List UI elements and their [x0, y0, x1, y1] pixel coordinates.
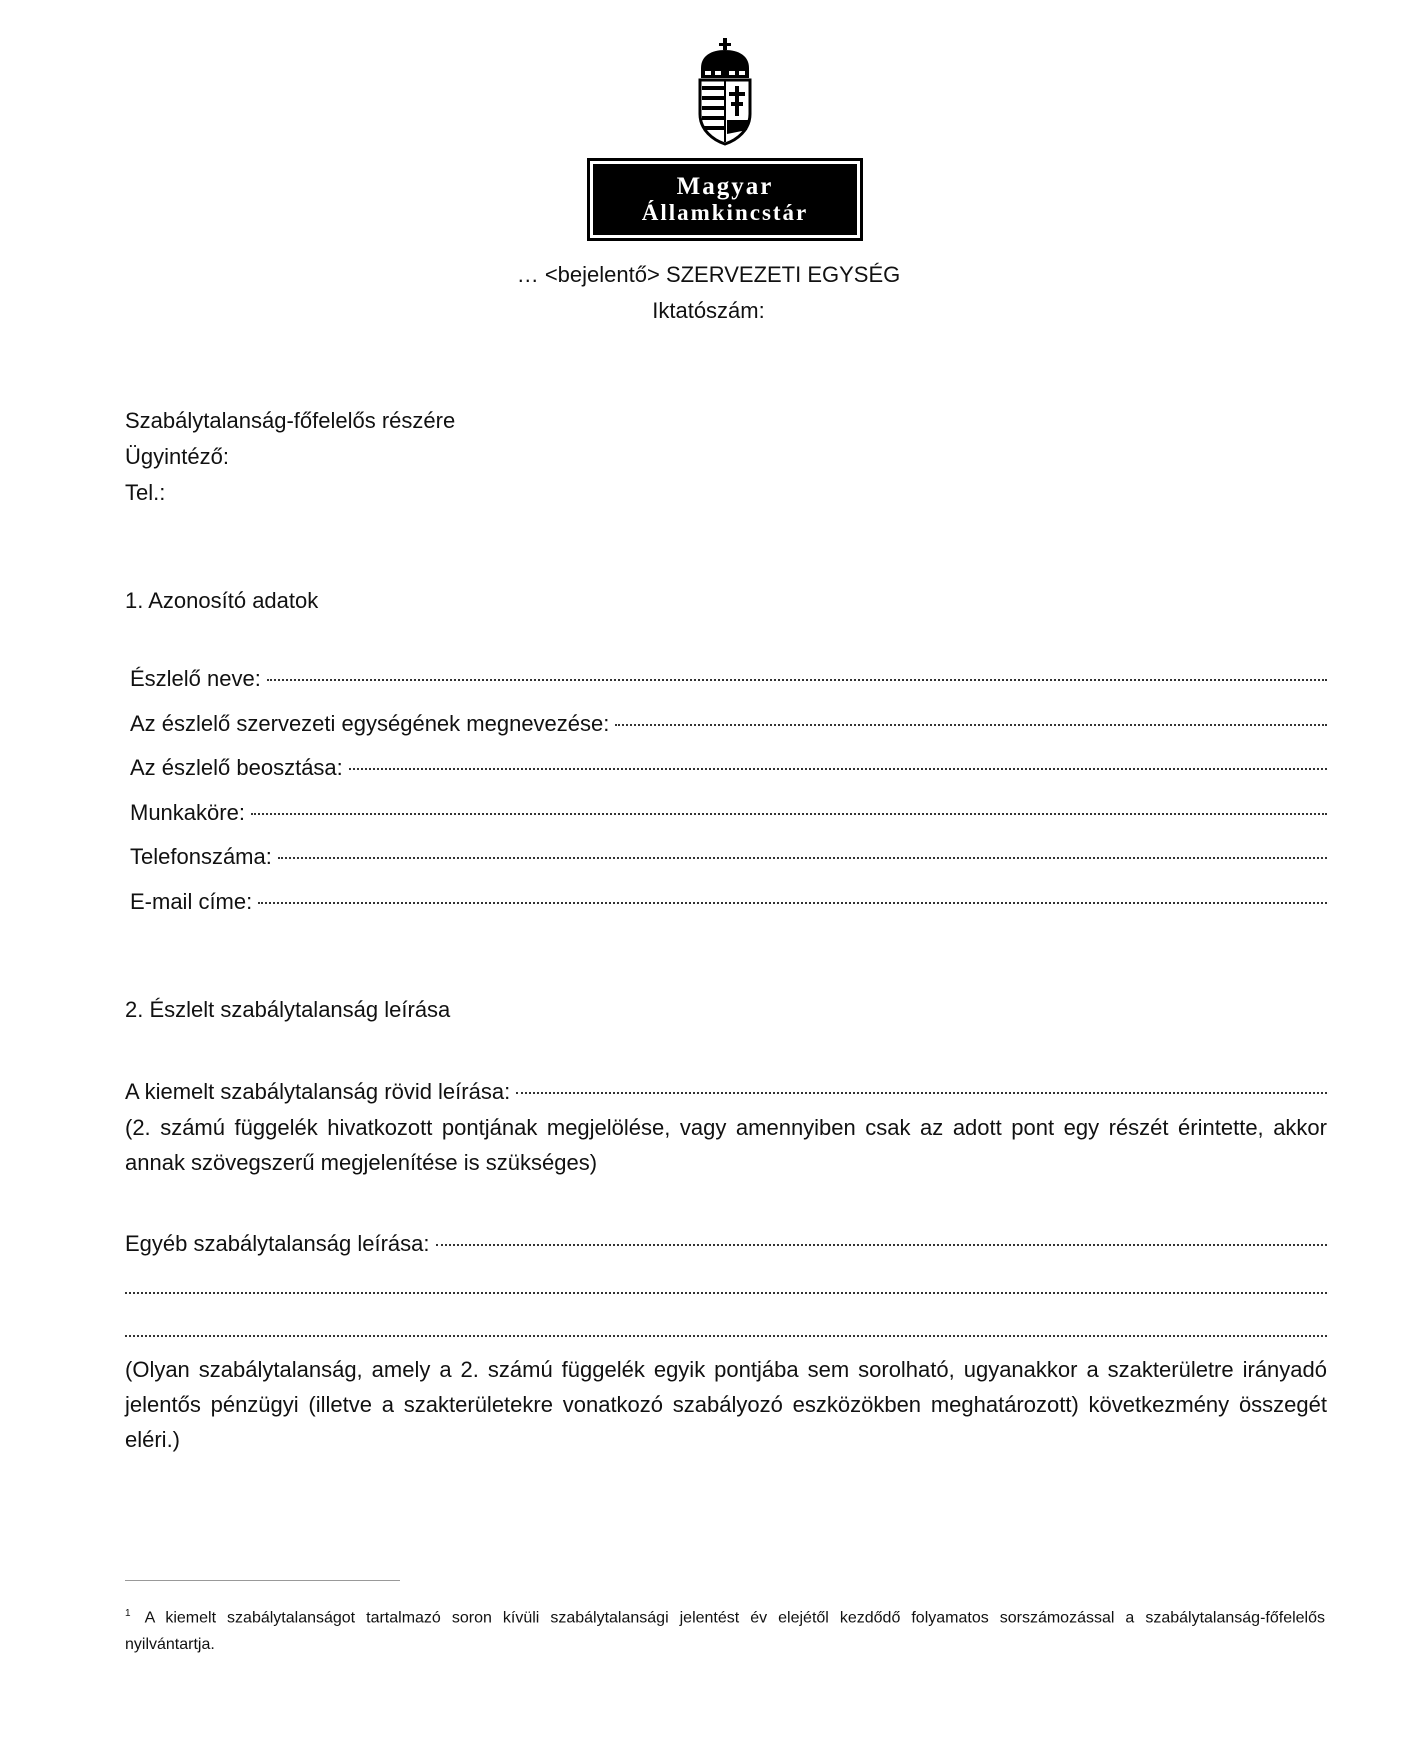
telephone-field[interactable]: [130, 841, 1327, 873]
section-2-title: 2. Észlelt szabálytalanság leírása: [125, 997, 451, 1022]
other-irregularity-field[interactable]: [125, 1228, 1327, 1260]
footnote-marker: 1: [125, 1608, 131, 1619]
highlighted-irregularity-note: (2. számú függelék hivatkozott pontjának megjelölése, vagy amennyiben csak az adott pont egy részét érintette, akkor annak szövegszerű megjelenítése is szükséges): [125, 1115, 1327, 1175]
job-field[interactable]: [130, 797, 1327, 829]
field-label: Az észlelő szervezeti egységének megnevezése:: [130, 711, 610, 736]
recipient-line: Szabálytalanság-főfelelős részére: [125, 408, 456, 433]
field-label: E-mail címe:: [130, 889, 253, 914]
footnote: [125, 1600, 1325, 1658]
footnote-text: A kiemelt szabálytalanságot tartalmazó soron kívüli szabálytalansági jelentést év elejétől kezdődő folyamatos sorszámozással a szabálytalanság-főfelelős nyilvántartja.: [125, 1609, 1325, 1654]
other-irregularity-note: (Olyan szabálytalanság, amely a 2. számú függelék egyik pontjába sem sorolható, ugyanakkor a szakterületre irányadó jelentős pénzügyi (illetve a szakterületekre vonatkozó szabályozó eszközökben meghatározott) következmény összegét eléri.): [125, 1357, 1327, 1452]
coat-of-arms-icon: [693, 34, 757, 146]
field-label: Telefonszáma:: [130, 844, 272, 869]
fill-in-line[interactable]: [125, 1292, 1327, 1294]
organizational-unit-heading: … <bejelentő> SZERVEZETI EGYSÉG: [516, 262, 901, 287]
fill-in-line[interactable]: [267, 679, 1327, 681]
footnote-separator: [125, 1580, 400, 1581]
observer-position-field[interactable]: [130, 752, 1327, 784]
field-label: Egyéb szabálytalanság leírása:: [125, 1231, 430, 1256]
phone-label: Tel.:: [125, 480, 166, 505]
fill-in-line[interactable]: [258, 902, 1327, 904]
field-label: Észlelő neve:: [130, 666, 261, 691]
fill-in-line[interactable]: [251, 813, 1327, 815]
treasury-logo: [587, 158, 863, 241]
handler-label: Ügyintéző:: [125, 444, 229, 469]
email-field[interactable]: [130, 886, 1327, 918]
field-label: Munkaköre:: [130, 800, 245, 825]
observer-name-field[interactable]: [130, 663, 1327, 695]
fill-in-line[interactable]: [278, 857, 1327, 859]
fill-in-line[interactable]: [615, 724, 1327, 726]
highlighted-irregularity-field[interactable]: [125, 1076, 1327, 1108]
observer-unit-field[interactable]: [130, 708, 1327, 740]
fill-in-line[interactable]: [436, 1244, 1327, 1246]
field-label: A kiemelt szabálytalanság rövid leírása:: [125, 1079, 511, 1104]
logo-line-2: Államkincstár: [641, 199, 809, 225]
section-1-title: 1. Azonosító adatok: [125, 588, 319, 613]
field-label: Az észlelő beosztása:: [130, 755, 343, 780]
logo-line-1: Magyar: [676, 173, 774, 201]
fill-in-line[interactable]: [516, 1092, 1327, 1094]
fill-in-line[interactable]: [125, 1335, 1327, 1337]
reference-number-label: Iktatószám:: [652, 298, 765, 323]
fill-in-line[interactable]: [349, 768, 1327, 770]
